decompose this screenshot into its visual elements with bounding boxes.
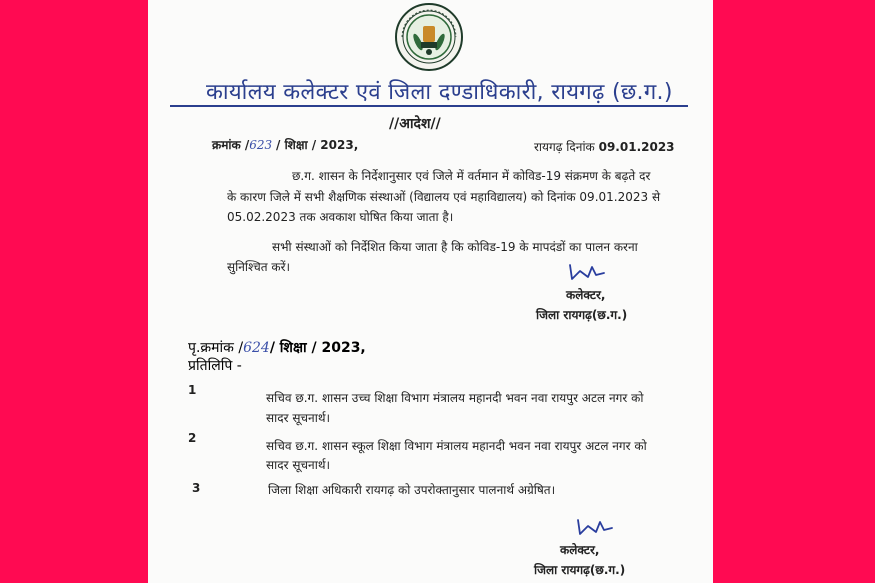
order-ref-prefix: क्रमांक / (212, 138, 250, 152)
order-ref-number: 623 (249, 138, 273, 152)
header-divider (170, 105, 688, 107)
copy-item-number: 2 (188, 431, 197, 445)
copy-item-number: 3 (192, 481, 201, 495)
para1-line3: 05.02.2023 तक अवकाश घोषित किया जाता है। (227, 210, 454, 224)
copy-item-line1: सचिव छ.ग. शासन स्कूल शिक्षा विभाग मंत्रालय महानदी भवन नवा रायपुर अटल नगर को (266, 439, 647, 453)
para1-line1: छ.ग. शासन के निर्देशानुसार एवं जिले में वर्तमान में कोविड-19 संक्रमण के बढ़ते दर (292, 169, 651, 183)
order-reference (212, 136, 358, 153)
government-seal-icon (394, 2, 464, 72)
signature2-title: कलेक्टर, (560, 543, 600, 557)
order-ref-suffix: / शिक्षा / 2023, (276, 138, 359, 152)
copy-item-line1: जिला शिक्षा अधिकारी रायगढ़ को उपरोक्तानुसार पालनार्थ अग्रेषित। (268, 483, 556, 497)
signature-icon (574, 516, 616, 538)
copy-item-number: 1 (188, 383, 197, 397)
para2-line1: सभी संस्थाओं को निर्देशित किया जाता है कि कोविड-19 के मापदंडों का पालन करना (272, 240, 638, 254)
para2-line2: सुनिश्चित करें। (227, 260, 291, 274)
copy-ref-suffix: / शिक्षा / 2023, (269, 340, 366, 356)
copy-ref-prefix: पृ.क्रमांक / (188, 340, 244, 356)
office-title: कार्यालय कलेक्टर एवं जिला दण्डाधिकारी, रायगढ़ (छ.ग.) (206, 80, 673, 105)
order-date (534, 138, 675, 155)
order-document (148, 0, 713, 583)
date-value: 09.01.2023 (598, 140, 675, 154)
copy-item-line1: सचिव छ.ग. शासन उच्च शिक्षा विभाग मंत्रालय महानदी भवन नवा रायपुर अटल नगर को (266, 391, 644, 405)
date-label: रायगढ़ दिनांक (534, 140, 595, 154)
order-heading: //आदेश// (389, 116, 441, 132)
signature1-place: जिला रायगढ़(छ.ग.) (536, 308, 628, 322)
copy-ref-number: 624 (243, 340, 270, 356)
copy-item-line2: सादर सूचनार्थ। (266, 458, 331, 472)
copy-label: प्रतिलिपि - (188, 358, 242, 374)
signature2-place: जिला रायगढ़(छ.ग.) (534, 563, 626, 577)
copy-reference (188, 338, 366, 357)
signature1-title: कलेक्टर, (566, 288, 606, 302)
copy-item-line2: सादर सूचनार्थ। (266, 411, 331, 425)
signature-icon (566, 261, 608, 283)
para1-line2: के कारण जिले में सभी शैक्षणिक संस्थाओं (विद्यालय एवं महाविद्यालय) को दिनांक 09.01.2023 से (227, 190, 661, 204)
